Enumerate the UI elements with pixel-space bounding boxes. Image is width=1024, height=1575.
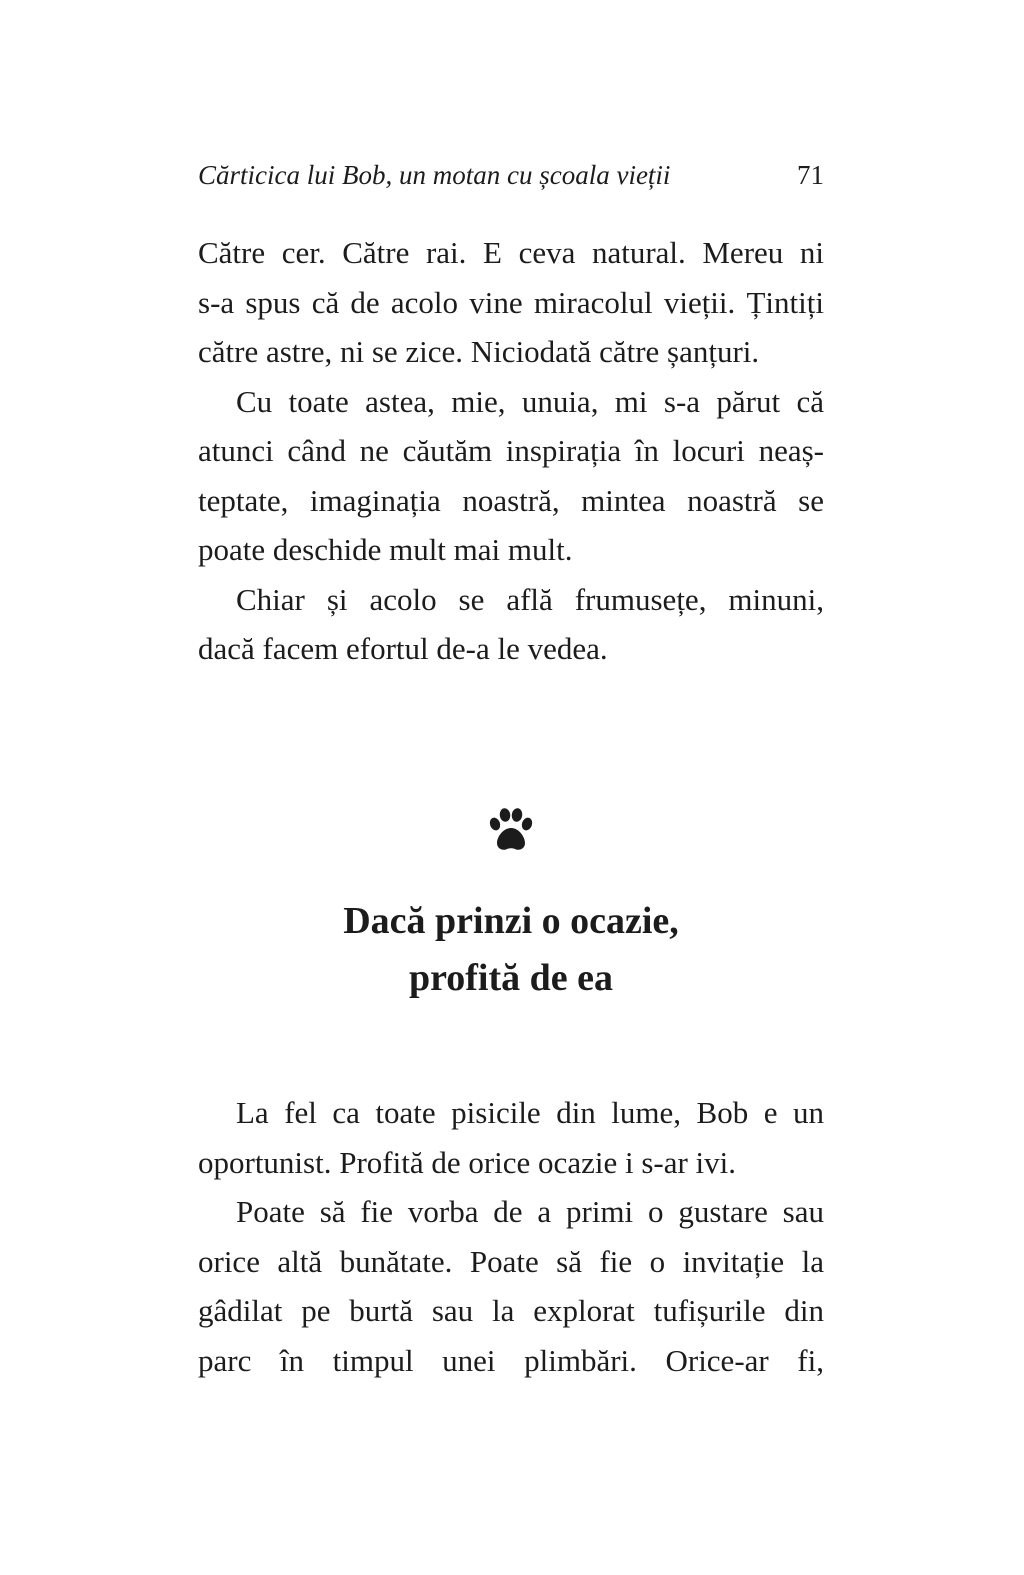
- text-line: s-a spus că de acolo vine miracolul vieții. Țintiți: [198, 284, 824, 320]
- paw-print-icon: [486, 806, 536, 856]
- body-text-section-two: [198, 1088, 824, 1385]
- text-line: orice altă bunătate. Poate să fie o invitație la: [198, 1243, 824, 1279]
- paragraph: [198, 1088, 824, 1187]
- paragraph: [198, 228, 824, 377]
- paragraph: [198, 575, 824, 674]
- text-line: dacă facem efortul de-a le vedea.: [198, 631, 608, 666]
- text-line: teptate, imaginația noastră, mintea noastră se: [198, 482, 824, 518]
- text-line: gâdilat pe burtă sau la explorat tufișurile din: [198, 1293, 824, 1328]
- paragraph: [198, 1187, 824, 1385]
- text-line: Poate să fie vorba de a primi o gustare sau: [236, 1194, 824, 1229]
- running-header: [198, 160, 824, 200]
- text-line: oportunist. Profită de orice ocazie i s-ar ivi.: [198, 1144, 737, 1180]
- text-line: Cu toate astea, mie, unuia, mi s-a părut că: [236, 383, 824, 419]
- body-text-section-one: [198, 228, 824, 674]
- chapter-heading-line: Dacă prinzi o ocazie,: [343, 900, 679, 942]
- page-number: 71: [797, 160, 824, 190]
- running-title: Cărticica lui Bob, un motan cu școala vieții: [198, 160, 671, 190]
- chapter-heading-line: profită de ea: [408, 957, 614, 999]
- text-line: poate deschide mult mai mult.: [198, 532, 573, 567]
- paragraph: [198, 377, 824, 575]
- text-line: Către cer. Către rai. E ceva natural. Mereu ni: [198, 235, 824, 270]
- text-line: La fel ca toate pisicile din lume, Bob e un: [236, 1095, 824, 1130]
- chapter-heading: [198, 893, 824, 1007]
- text-line: parc în timpul unei plimbări. Orice-ar fi,: [198, 1342, 824, 1378]
- text-line: Chiar și acolo se află frumusețe, minuni,: [236, 581, 824, 617]
- text-line: atunci când ne căutăm inspirația în locuri neaș-: [198, 433, 824, 468]
- text-line: către astre, ni se zice. Niciodată către șanțuri.: [198, 334, 760, 369]
